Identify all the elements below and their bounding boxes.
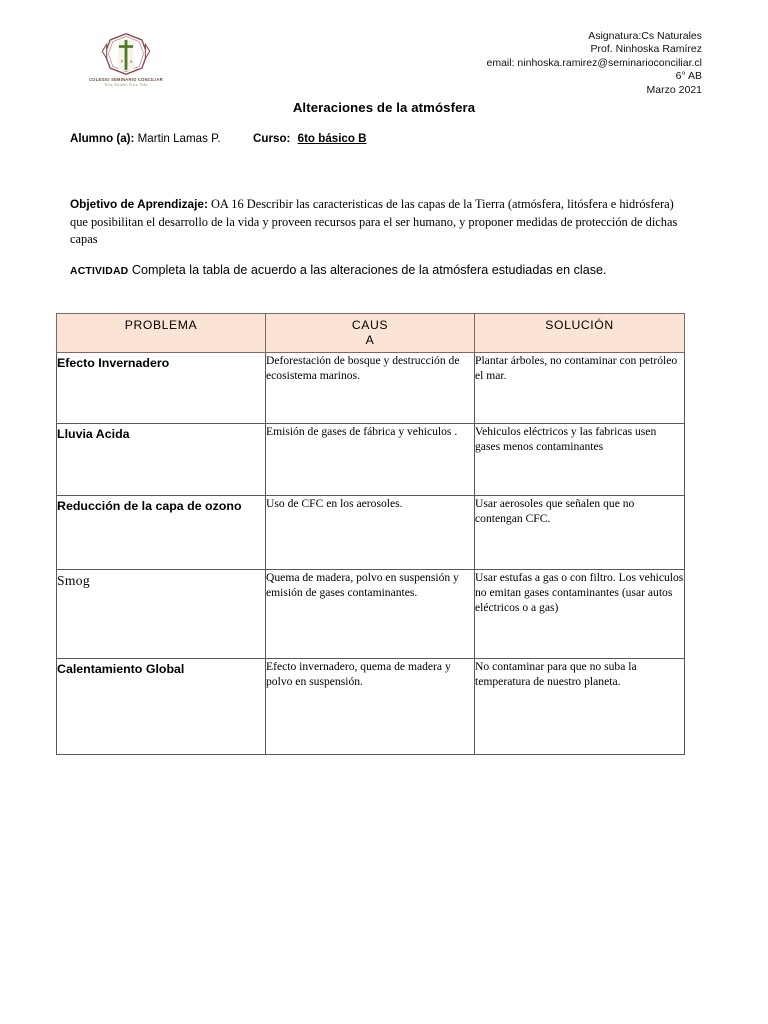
activity-text: Completa la tabla de acuerdo a las alteraciones de la atmósfera estudiadas en clase. bbox=[128, 263, 607, 277]
cell-problema: Reducción de la capa de ozono bbox=[57, 496, 266, 570]
objective-text: OA 16 Describir las caracteristicas de las capas de la Tierra (atmósfera, litósfera e hidrósfera) que posibilitan el desarrollo de la vida y proveen recursos para el ser humano, y proponer medidas de protección de dichas capas bbox=[70, 197, 678, 246]
cell-causa: Emisión de gases de fábrica y vehiculos . bbox=[266, 424, 475, 496]
cell-problema: Smog bbox=[57, 570, 266, 659]
meta-email: email: ninhoska.ramirez@seminarioconciliar.cl bbox=[486, 56, 702, 69]
school-name-text: COLEGIO SEMINARIO CONCILIAR bbox=[89, 77, 163, 82]
column-header-problema: PROBLEMA bbox=[57, 314, 266, 353]
alterations-table bbox=[56, 313, 685, 755]
school-logo bbox=[66, 32, 186, 87]
page-header bbox=[0, 30, 768, 110]
cell-problema: Calentamiento Global bbox=[57, 659, 266, 755]
meta-grade: 6° AB bbox=[675, 70, 702, 83]
cell-solucion: No contaminar para que no suba la temperatura de nuestro planeta. bbox=[475, 659, 685, 755]
cell-solucion: Usar estufas a gas o con filtro. Los vehiculos no emitan gases contaminantes (usar autos eléctricos o a gas) bbox=[475, 570, 685, 659]
student-name: Martin Lamas P. bbox=[137, 132, 221, 145]
student-label: Alumno (a): bbox=[70, 132, 135, 145]
column-header-solucion: SOLUCIÓN bbox=[475, 314, 685, 353]
objective-label: Objetivo de Aprendizaje: bbox=[70, 197, 208, 211]
meta-subject: Asignatura:Cs Naturales bbox=[588, 30, 702, 42]
cell-causa: Deforestación de bosque y destrucción de ecosistema marinos. bbox=[266, 353, 475, 424]
student-course-line bbox=[70, 132, 367, 145]
svg-text:A: A bbox=[129, 58, 133, 64]
column-header-causa bbox=[266, 314, 475, 353]
cell-solucion: Plantar árboles, no contaminar con petróleo el mar. bbox=[475, 353, 685, 424]
cell-solucion: Usar aerosoles que señalen que no contengan CFC. bbox=[475, 496, 685, 570]
course-label: Curso: bbox=[253, 132, 291, 145]
table-row bbox=[57, 659, 685, 755]
course-value: 6to básico B bbox=[297, 132, 367, 145]
svg-text:P: P bbox=[120, 58, 124, 64]
school-motto-text: Dios, Estudio, Ética, Vida bbox=[104, 82, 148, 87]
table-row bbox=[57, 353, 685, 424]
shield-cross-emblem-icon bbox=[99, 32, 153, 76]
table-row bbox=[57, 570, 685, 659]
alterations-table-wrapper bbox=[56, 313, 684, 755]
meta-teacher: Prof. Ninhoska Ramírez bbox=[590, 43, 702, 56]
table-row bbox=[57, 496, 685, 570]
cell-causa: Quema de madera, polvo en suspensión y emisión de gases contaminantes. bbox=[266, 570, 475, 659]
activity-instruction bbox=[70, 260, 690, 282]
table-header-row bbox=[57, 314, 685, 353]
table-header bbox=[57, 314, 685, 353]
table-body bbox=[57, 353, 685, 755]
cell-solucion: Vehiculos eléctricos y las fabricas usen gases menos contaminantes bbox=[475, 424, 685, 496]
learning-objective bbox=[70, 196, 690, 249]
header-meta-block bbox=[487, 30, 703, 97]
cell-problema: Lluvia Acida bbox=[57, 424, 266, 496]
column-header-causa-line2: A bbox=[365, 333, 375, 347]
page-title: Alteraciones de la atmósfera bbox=[292, 100, 476, 115]
table-row bbox=[57, 424, 685, 496]
cell-causa: Efecto invernadero, quema de madera y polvo en suspensión. bbox=[266, 659, 475, 755]
meta-date: Marzo 2021 bbox=[646, 83, 702, 96]
cell-causa: Uso de CFC en los aerosoles. bbox=[266, 496, 475, 570]
activity-label: ACTIVIDAD bbox=[70, 266, 129, 277]
column-header-causa-line1: CAUS bbox=[351, 318, 389, 332]
cell-problema: Efecto Invernadero bbox=[57, 353, 266, 424]
